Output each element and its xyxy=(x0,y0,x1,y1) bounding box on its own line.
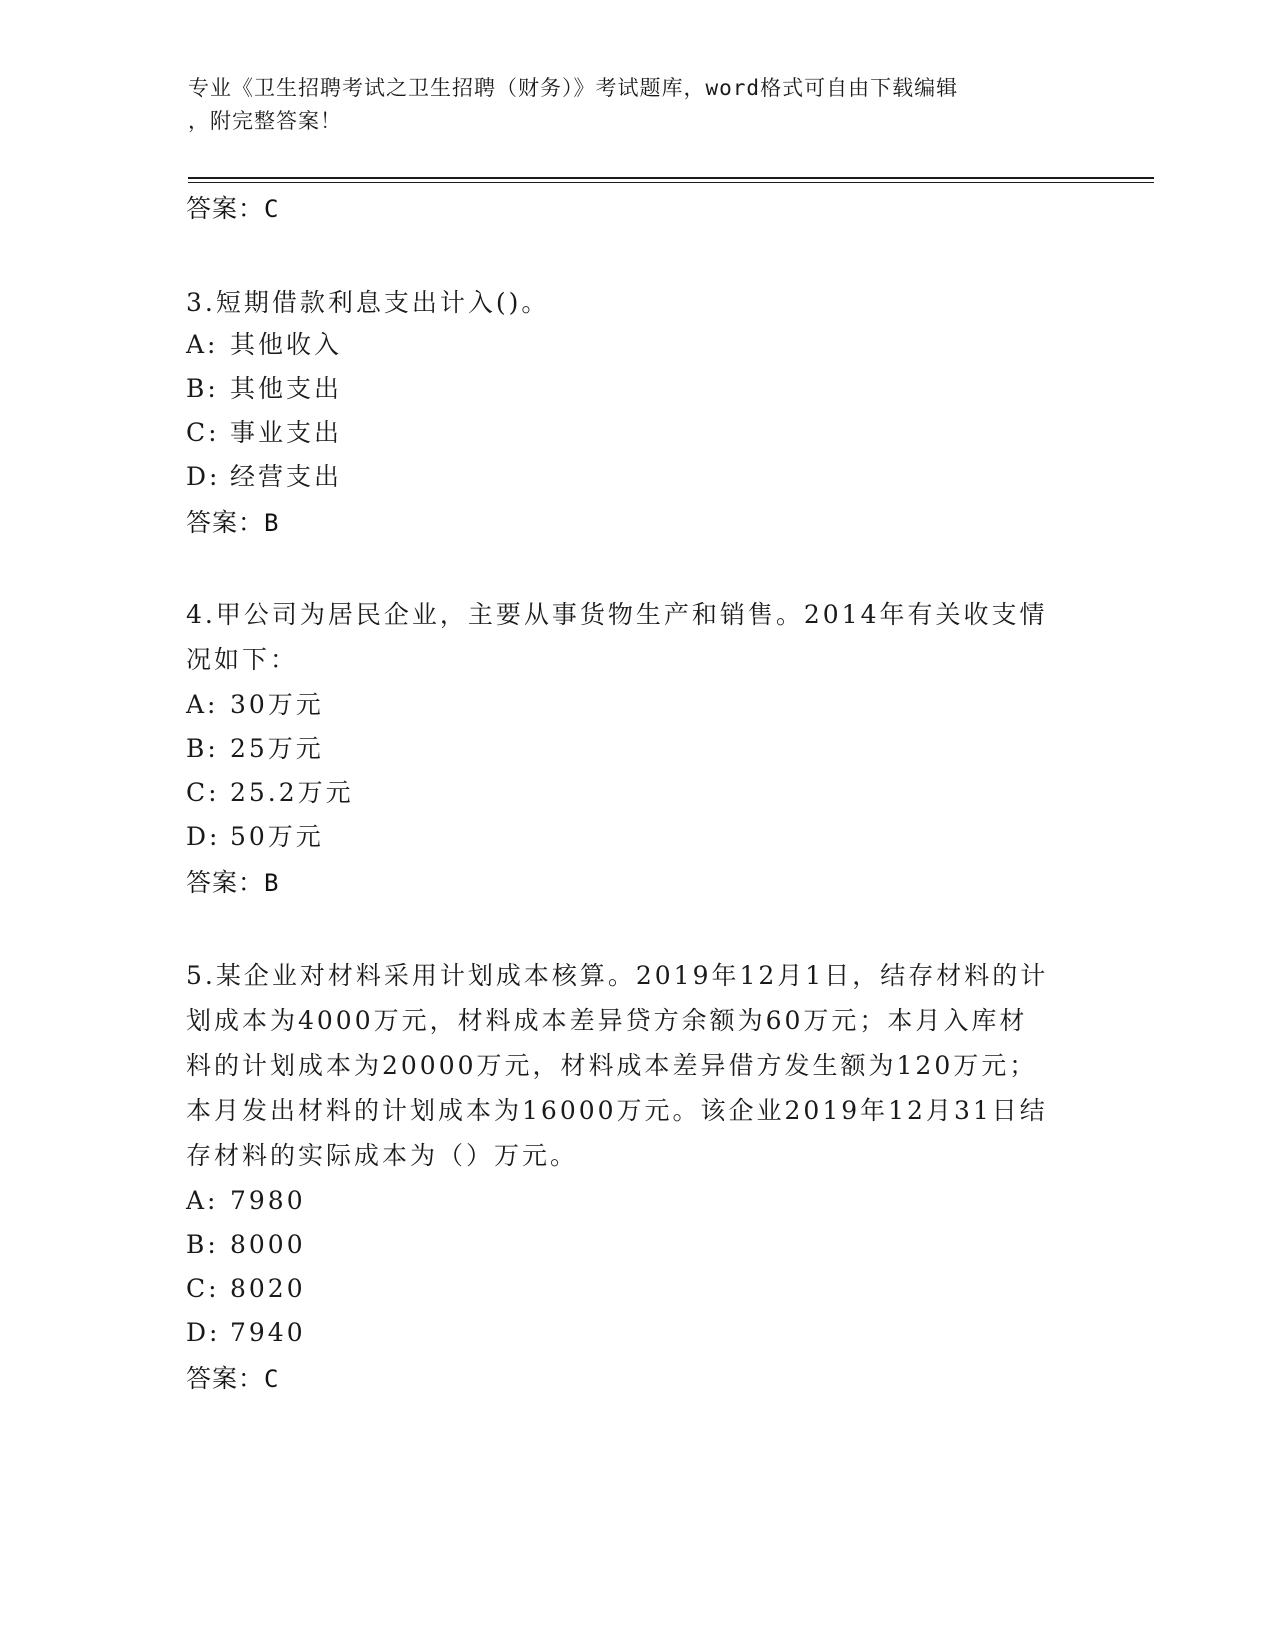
option-text: 7980 xyxy=(230,1186,306,1215)
question-line: 4.甲公司为居民企业，主要从事货物生产和销售。2014年有关收支情 xyxy=(186,600,1048,629)
option-3d xyxy=(186,461,342,493)
option-5a xyxy=(186,1185,306,1217)
answer-label: 答案： xyxy=(186,1364,265,1393)
option-5d xyxy=(186,1317,306,1349)
answer-value: C xyxy=(264,195,280,223)
question-line: 本月发出材料的计划成本为16000万元。该企业2019年12月31日结 xyxy=(186,1096,1048,1125)
option-letter: B: xyxy=(186,734,219,763)
option-letter: B: xyxy=(186,374,219,403)
question-line: 5.某企业对材料采用计划成本核算。2019年12月1日，结存材料的计 xyxy=(186,961,1049,990)
option-letter: C: xyxy=(186,1274,220,1303)
option-text: 25万元 xyxy=(230,734,324,763)
option-letter: D: xyxy=(186,462,221,491)
question-line: 况如下： xyxy=(186,645,299,674)
option-3a xyxy=(186,329,342,361)
option-text: 30万元 xyxy=(230,690,324,719)
answer-value: C xyxy=(264,1365,280,1393)
question-line: 料的计划成本为20000万元，材料成本差异借方发生额为120万元； xyxy=(186,1051,1038,1080)
option-text: 25.2万元 xyxy=(230,778,354,807)
option-text: 50万元 xyxy=(230,822,324,851)
answer-q3 xyxy=(186,507,279,539)
option-letter: B: xyxy=(186,1230,219,1259)
answer-q5 xyxy=(186,1363,279,1395)
option-letter: D: xyxy=(186,1318,221,1347)
answer-label: 答案： xyxy=(186,194,265,223)
option-5b xyxy=(186,1229,306,1261)
option-text: 经营支出 xyxy=(230,462,343,491)
option-text: 7940 xyxy=(230,1318,306,1347)
answer-label: 答案： xyxy=(186,508,265,537)
answer-q2 xyxy=(186,193,279,225)
option-3c xyxy=(186,417,342,449)
option-letter: A: xyxy=(186,1186,219,1215)
option-letter: D: xyxy=(186,822,221,851)
option-4a xyxy=(186,689,324,721)
header-rule-thick xyxy=(188,177,1154,179)
option-text: 8000 xyxy=(230,1230,306,1259)
header-rule-thin xyxy=(188,182,1154,183)
option-3b xyxy=(186,373,342,405)
question-4 xyxy=(186,592,1086,682)
option-letter: A: xyxy=(186,330,219,359)
option-text: 其他支出 xyxy=(230,374,343,403)
document-header xyxy=(188,72,1068,138)
question-line: 存材料的实际成本为（）万元。 xyxy=(186,1141,579,1170)
question-line: 划成本为4000万元，材料成本差异贷方余额为60万元；本月入库材 xyxy=(186,1006,1028,1035)
answer-q4 xyxy=(186,867,279,899)
question-line: 3.短期借款利息支出计入()。 xyxy=(186,288,550,317)
option-text: 8020 xyxy=(230,1274,306,1303)
option-letter: A: xyxy=(186,690,219,719)
answer-value: B xyxy=(264,869,280,897)
answer-value: B xyxy=(264,509,280,537)
header-line-1: 专业《卫生招聘考试之卫生招聘（财务）》考试题库，word格式可自由下载编辑 xyxy=(188,76,959,100)
question-3 xyxy=(186,280,1086,325)
option-4d xyxy=(186,821,324,853)
option-letter: C: xyxy=(186,418,220,447)
option-4b xyxy=(186,733,324,765)
option-letter: C: xyxy=(186,778,220,807)
option-text: 事业支出 xyxy=(230,418,343,447)
option-text: 其他收入 xyxy=(230,330,343,359)
question-5 xyxy=(186,953,1086,1178)
header-line-2: ，附完整答案！ xyxy=(188,109,342,133)
option-4c xyxy=(186,777,354,809)
option-5c xyxy=(186,1273,306,1305)
answer-label: 答案： xyxy=(186,868,265,897)
